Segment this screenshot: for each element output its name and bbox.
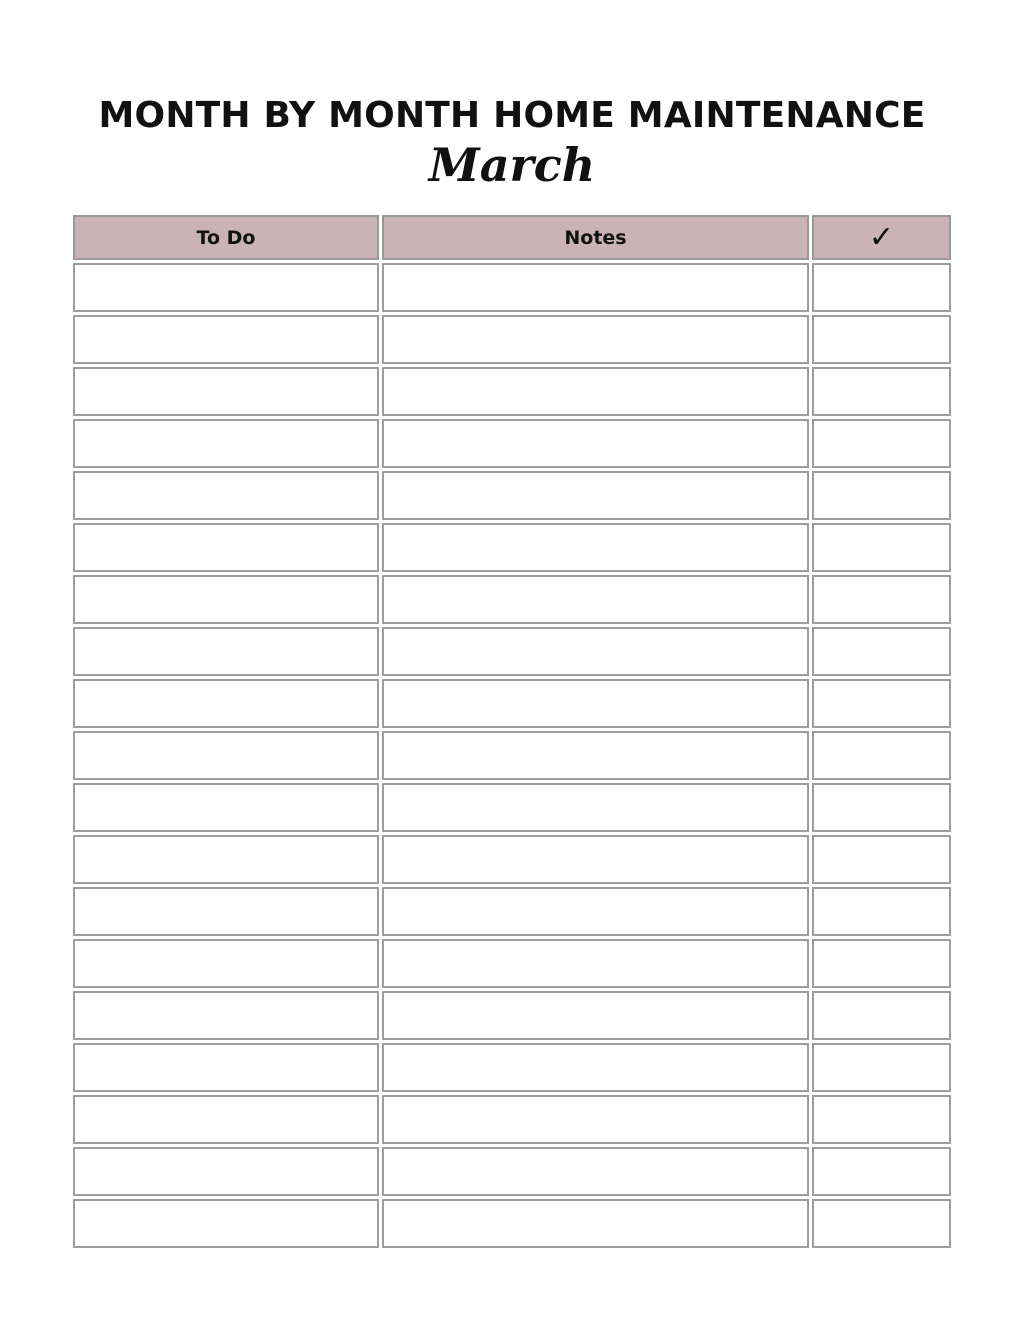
notes-cell[interactable] <box>382 263 809 312</box>
todo-cell[interactable] <box>73 1043 379 1092</box>
check-cell[interactable] <box>812 991 951 1040</box>
notes-cell[interactable] <box>382 731 809 780</box>
check-cell[interactable] <box>812 1147 951 1196</box>
check-cell[interactable] <box>812 1199 951 1248</box>
todo-cell[interactable] <box>73 523 379 572</box>
notes-cell[interactable] <box>382 1199 809 1248</box>
todo-cell[interactable] <box>73 471 379 520</box>
notes-cell[interactable] <box>382 835 809 884</box>
todo-cell[interactable] <box>73 939 379 988</box>
todo-cell[interactable] <box>73 783 379 832</box>
check-cell[interactable] <box>812 679 951 728</box>
todo-cell[interactable] <box>73 419 379 468</box>
todo-cell[interactable] <box>73 1199 379 1248</box>
notes-cell[interactable] <box>382 783 809 832</box>
check-cell[interactable] <box>812 367 951 416</box>
check-cell[interactable] <box>812 419 951 468</box>
notes-cell[interactable] <box>382 1043 809 1092</box>
todo-cell[interactable] <box>73 1147 379 1196</box>
notes-cell[interactable] <box>382 1095 809 1144</box>
notes-cell[interactable] <box>382 679 809 728</box>
todo-cell[interactable] <box>73 835 379 884</box>
notes-cell[interactable] <box>382 315 809 364</box>
todo-cell[interactable] <box>73 731 379 780</box>
todo-cell[interactable] <box>73 575 379 624</box>
page-title: MONTH BY MONTH HOME MAINTENANCE <box>98 95 926 136</box>
check-cell[interactable] <box>812 523 951 572</box>
column-header-todo: To Do <box>73 215 379 260</box>
check-cell[interactable] <box>812 731 951 780</box>
notes-cell[interactable] <box>382 419 809 468</box>
check-cell[interactable] <box>812 575 951 624</box>
check-cell[interactable] <box>812 627 951 676</box>
maintenance-table <box>73 215 951 1248</box>
todo-cell[interactable] <box>73 1095 379 1144</box>
notes-cell[interactable] <box>382 471 809 520</box>
checkmark-icon: ✓ <box>812 215 951 260</box>
check-cell[interactable] <box>812 263 951 312</box>
todo-cell[interactable] <box>73 627 379 676</box>
check-cell[interactable] <box>812 471 951 520</box>
check-cell[interactable] <box>812 1043 951 1092</box>
month-title: March <box>428 138 596 192</box>
check-cell[interactable] <box>812 887 951 936</box>
notes-cell[interactable] <box>382 627 809 676</box>
notes-cell[interactable] <box>382 991 809 1040</box>
check-cell[interactable] <box>812 835 951 884</box>
check-cell[interactable] <box>812 1095 951 1144</box>
todo-cell[interactable] <box>73 887 379 936</box>
todo-cell[interactable] <box>73 679 379 728</box>
todo-cell[interactable] <box>73 315 379 364</box>
notes-cell[interactable] <box>382 575 809 624</box>
notes-cell[interactable] <box>382 939 809 988</box>
todo-cell[interactable] <box>73 991 379 1040</box>
check-cell[interactable] <box>812 315 951 364</box>
column-header-notes: Notes <box>382 215 809 260</box>
notes-cell[interactable] <box>382 367 809 416</box>
notes-cell[interactable] <box>382 887 809 936</box>
todo-cell[interactable] <box>73 263 379 312</box>
check-cell[interactable] <box>812 783 951 832</box>
notes-cell[interactable] <box>382 523 809 572</box>
todo-cell[interactable] <box>73 367 379 416</box>
check-cell[interactable] <box>812 939 951 988</box>
notes-cell[interactable] <box>382 1147 809 1196</box>
